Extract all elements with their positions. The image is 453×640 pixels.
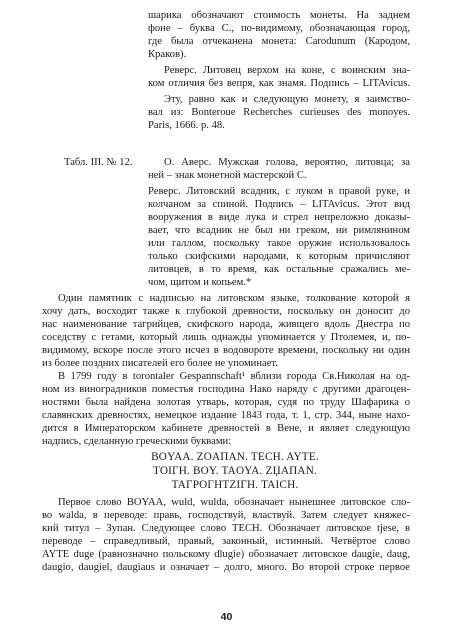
text-line: фоне – буква С., по-видимому, обозначающая город, [148, 23, 410, 34]
text-line: вооружения в виде лука и стрел непреложно доказы- [148, 212, 410, 223]
text-line: чом, щитом и копьем.* [148, 277, 252, 288]
text-line: Эту, равно как и следующую монету, я заимство- [164, 94, 410, 105]
text-line: только скифскими народами, к которым причисляют [148, 251, 410, 262]
text-line: соседству с гетами, который лишь однажды упоминается у Птолемея, и, по- [42, 332, 410, 343]
text-line: или галлом, поскольку такое оружие использовалось [148, 238, 410, 249]
text-line: нас наименование тагрийцев, скифского народа, живщего вдоль Днестра по [42, 319, 410, 330]
text-line: вал из: Bonteroue Recherches curieuses des monoyes. [148, 107, 410, 118]
inscription-line: BOYAA. ZOAПAN. TECH. AYTE. [151, 451, 319, 463]
text-line: AYTE duge (равнозначно польскому dlugie) обозначает литовское daugie, daug, [42, 549, 410, 560]
text-line: О. Аверс. Мужская голова, вероятно, литовца; за [164, 157, 410, 168]
inscription-line: TAГPOГHTZIГH. TAICH. [171, 479, 299, 491]
text-line: ностями была найдена золотая утварь, которая, судя по труду Шафарика о [42, 397, 410, 408]
text-line: ком отличия без вепря, как знамя. Подпись – LITAvicus. [148, 78, 410, 89]
text-line: кий титул – Зупан. Следующее слово ТЕСН. Обозначает литовское tjese, в [42, 523, 410, 534]
text-line: во walda, в переводе: правь, господствуй, властвуй. Затем следует княжес- [42, 510, 410, 521]
text-line: литовцев, в то время, как остальные сражались ме- [148, 264, 410, 275]
text-line: славянских древностях, немецкое издание 1843 года, т. 1, стр. 344, ныне нахо- [42, 410, 410, 421]
text-line: шарика обозначают стоимость монеты. На заднем [148, 10, 410, 21]
text-line: переводе – справедливый, правый, законный, истинный. Четвёртое слово [42, 536, 410, 547]
text-line: Один памятник с надписью на литовском языке, толкование которой я [58, 293, 410, 304]
text-line: дится в Императорском кабинете древностей в Вене, и являет следующую [42, 423, 410, 434]
text-line: колчаном за спиной. Подпись – LITAvicus. Этот вид [148, 199, 410, 210]
text-line: видимому, вскоре после этого исчез в водовороте времени, поскольку ни один [42, 345, 410, 356]
text-line: В 1799 году в torontaler Gespannschaft¹ вблизи города Св.Николая на од- [58, 371, 410, 382]
text-line: Первое слово BOYAA, wuld, wulda, обозначает нынешнее литовское сло- [58, 497, 410, 508]
text-line: из более поздних писателей его более не упоминает. [42, 358, 278, 369]
text-line: где была отчеканена монета: Carodunum (Кародом, [148, 36, 410, 47]
text-line: вает, что всадник не был ни греком, ни римлянином [148, 225, 410, 236]
text-line: Реверс. Литовец верхом на коне, с воинским зна- [164, 65, 410, 76]
page-number: 40 [220, 611, 233, 623]
text-line: ном из виноградников поместья господина Нако наряду с другими драгоцен- [42, 384, 410, 395]
margin-table-reference: Табл. III. № 12. [64, 157, 133, 168]
inscription-line: TOIГH. BOY. TAOYA. ZЏAПAN. [153, 465, 317, 477]
text-line: Реверс. Литовский всадник, с луком в правой руке, и [148, 186, 410, 197]
text-line: ней – знак монетной мастерской С. [148, 170, 307, 181]
text-line: Paris, 1666. p. 48. [148, 120, 225, 131]
text-line: хочу дать, восходит также к глубокой древности, поскольку он доносит до [42, 306, 410, 317]
text-line: надпись, сделанную греческими буквами: [42, 436, 232, 447]
text-line: Краков). [148, 49, 187, 60]
text-line: daugio, daugiel, daugiaus и означает – долго, много. Во второй строке первое [42, 562, 410, 573]
